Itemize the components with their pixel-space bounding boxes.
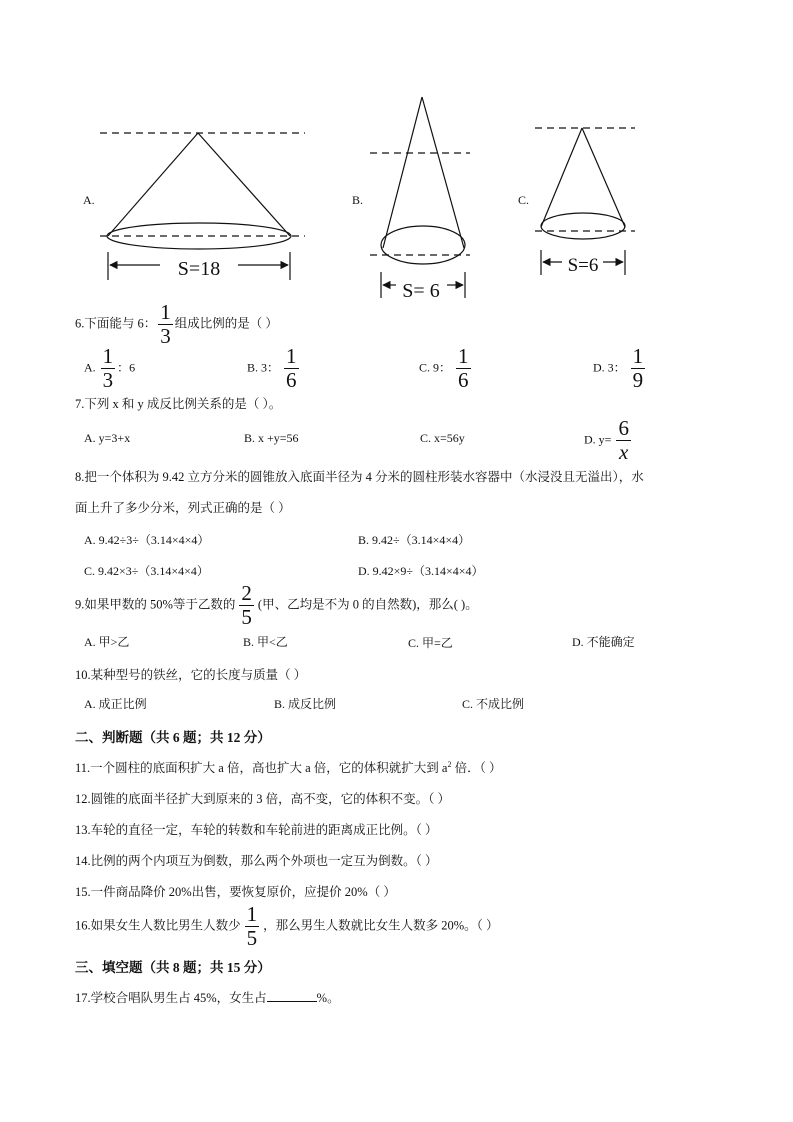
question-8-line-2: 面上升了多少分米，列式正确的是（ ） xyxy=(75,501,291,515)
question-8-line-1: 8.把一个体积为 9.42 立方分米的圆锥放入底面半径为 4 分米的圆柱形装水容器中（水浸没且无溢出），水 xyxy=(75,470,644,484)
fraction-numerator: 2 xyxy=(241,581,252,605)
question-10-option-a: A. 成正比例 xyxy=(84,697,147,711)
fraction xyxy=(239,583,254,628)
question-7-option-b: B. x +y=56 xyxy=(244,431,299,445)
answer-blank[interactable] xyxy=(267,989,317,1002)
question-7-option-a: A. y=3+x xyxy=(84,431,131,445)
question-16-post: ，那么男生人数就比女生人数多 20%。（ ） xyxy=(263,918,499,933)
question-6-option-d xyxy=(593,346,647,391)
question-13: 13.车轮的直径一定，车轮的转数和车轮前进的距离成正比例。（ ） xyxy=(75,823,438,837)
fraction-denominator: 3 xyxy=(102,368,114,392)
fraction-numerator: 1 xyxy=(246,902,258,926)
question-6 xyxy=(75,302,278,347)
cone-figure-b xyxy=(370,97,470,298)
section-2-heading: 二、判断题（共 6 题；共 12 分） xyxy=(75,730,271,745)
question-14: 14.比例的两个内项互为倒数，那么两个外项也一定互为倒数。（ ） xyxy=(75,854,438,868)
option-label: D. y= xyxy=(584,432,615,447)
fraction-numerator: 1 xyxy=(632,344,644,368)
question-15: 15.一件商品降价 20%出售，要恢复原价，应提价 20%（ ） xyxy=(75,885,396,899)
question-17-pre: 17.学校合唱队男生占 45%，女生占 xyxy=(75,991,267,1005)
fraction xyxy=(101,346,116,391)
question-17 xyxy=(75,988,340,1006)
fraction xyxy=(158,302,173,347)
question-7-option-c: C. x=56y xyxy=(420,431,465,445)
question-8-option-b: B. 9.42÷（3.14×4×4） xyxy=(358,533,471,547)
question-7: 7.下列 x 和 y 成反比例关系的是（ ）。 xyxy=(75,397,282,411)
figure-a-label: A. xyxy=(83,193,95,207)
question-7-option-d xyxy=(584,418,633,463)
question-6-option-c xyxy=(419,346,473,391)
fraction xyxy=(245,904,260,949)
fraction-denominator: 6 xyxy=(458,368,469,392)
question-12: 12.圆锥的底面半径扩大到原来的 3 倍，高不变，它的体积不变。（ ） xyxy=(75,792,451,806)
fraction-numerator: 1 xyxy=(458,344,469,368)
option-label: D. 3： xyxy=(593,360,626,375)
question-8-option-a: A. 9.42÷3÷（3.14×4×4） xyxy=(84,533,210,547)
question-10: 10.某种型号的铁丝，它的长度与质量（ ） xyxy=(75,668,307,682)
fraction-denominator: 5 xyxy=(241,605,252,629)
question-10-option-c: C. 不成比例 xyxy=(462,697,525,711)
question-8-option-d: D. 9.42×9÷（3.14×4×4） xyxy=(358,564,484,578)
option-label: A. xyxy=(84,360,99,375)
cone-figure-c xyxy=(535,128,635,275)
cone-figures xyxy=(0,0,793,320)
fraction-denominator: 5 xyxy=(246,926,258,950)
question-9-post: (甲、乙均是不为 0 的自然数)，那么( )。 xyxy=(257,597,478,612)
question-16-pre: 16.如果女生人数比男生人数少 xyxy=(75,918,241,933)
question-9-option-a: A. 甲>乙 xyxy=(84,635,130,649)
fraction-numerator: 6 xyxy=(618,416,629,440)
question-6-option-a xyxy=(84,346,135,391)
fraction xyxy=(616,418,631,463)
question-11 xyxy=(75,758,501,776)
question-9-pre: 9.如果甲数的 50%等于乙数的 xyxy=(75,597,236,612)
question-11-post: 倍．（ ） xyxy=(451,761,502,775)
question-6-pre: 6.下面能与 6： xyxy=(75,316,157,331)
question-17-post: %。 xyxy=(316,991,340,1005)
fraction-numerator: 1 xyxy=(286,344,297,368)
fraction-denominator: 3 xyxy=(160,324,171,348)
question-9-option-d: D. 不能确定 xyxy=(572,635,635,649)
question-9 xyxy=(75,583,478,628)
figure-b-label: B. xyxy=(352,193,364,207)
question-11-pre: 11.一个圆柱的底面积扩大 a 倍，高也扩大 a 倍，它的体积就扩大到 a xyxy=(75,761,448,775)
question-8-option-c: C. 9.42×3÷（3.14×4×4） xyxy=(84,564,209,578)
fraction xyxy=(284,346,299,391)
fraction-numerator: 1 xyxy=(102,344,114,368)
question-9-option-b: B. 甲<乙 xyxy=(243,635,288,649)
fraction-denominator: x xyxy=(619,440,629,464)
superscript: 2 xyxy=(447,759,452,769)
figure-b-measure: S= 6 xyxy=(402,280,440,302)
option-label: B. 3： xyxy=(247,360,280,375)
fraction-denominator: 9 xyxy=(632,368,644,392)
option-label: C. 9： xyxy=(419,360,452,375)
fraction xyxy=(631,346,646,391)
question-16 xyxy=(75,904,499,949)
question-6-option-b xyxy=(247,346,301,391)
question-6-post: 组成比例的是（ ） xyxy=(174,316,278,331)
figure-c-measure: S=6 xyxy=(567,255,599,276)
section-3-heading: 三、填空题（共 8 题；共 15 分） xyxy=(75,960,271,975)
option-suffix: ：6 xyxy=(117,360,136,375)
figure-a-measure: S=18 xyxy=(177,258,221,280)
fraction xyxy=(456,346,471,391)
figure-c-label: C. xyxy=(518,193,530,207)
question-10-option-b: B. 成反比例 xyxy=(274,697,337,711)
fraction-denominator: 6 xyxy=(286,368,297,392)
fraction-numerator: 1 xyxy=(160,300,171,324)
question-9-option-c: C. 甲=乙 xyxy=(408,636,453,650)
